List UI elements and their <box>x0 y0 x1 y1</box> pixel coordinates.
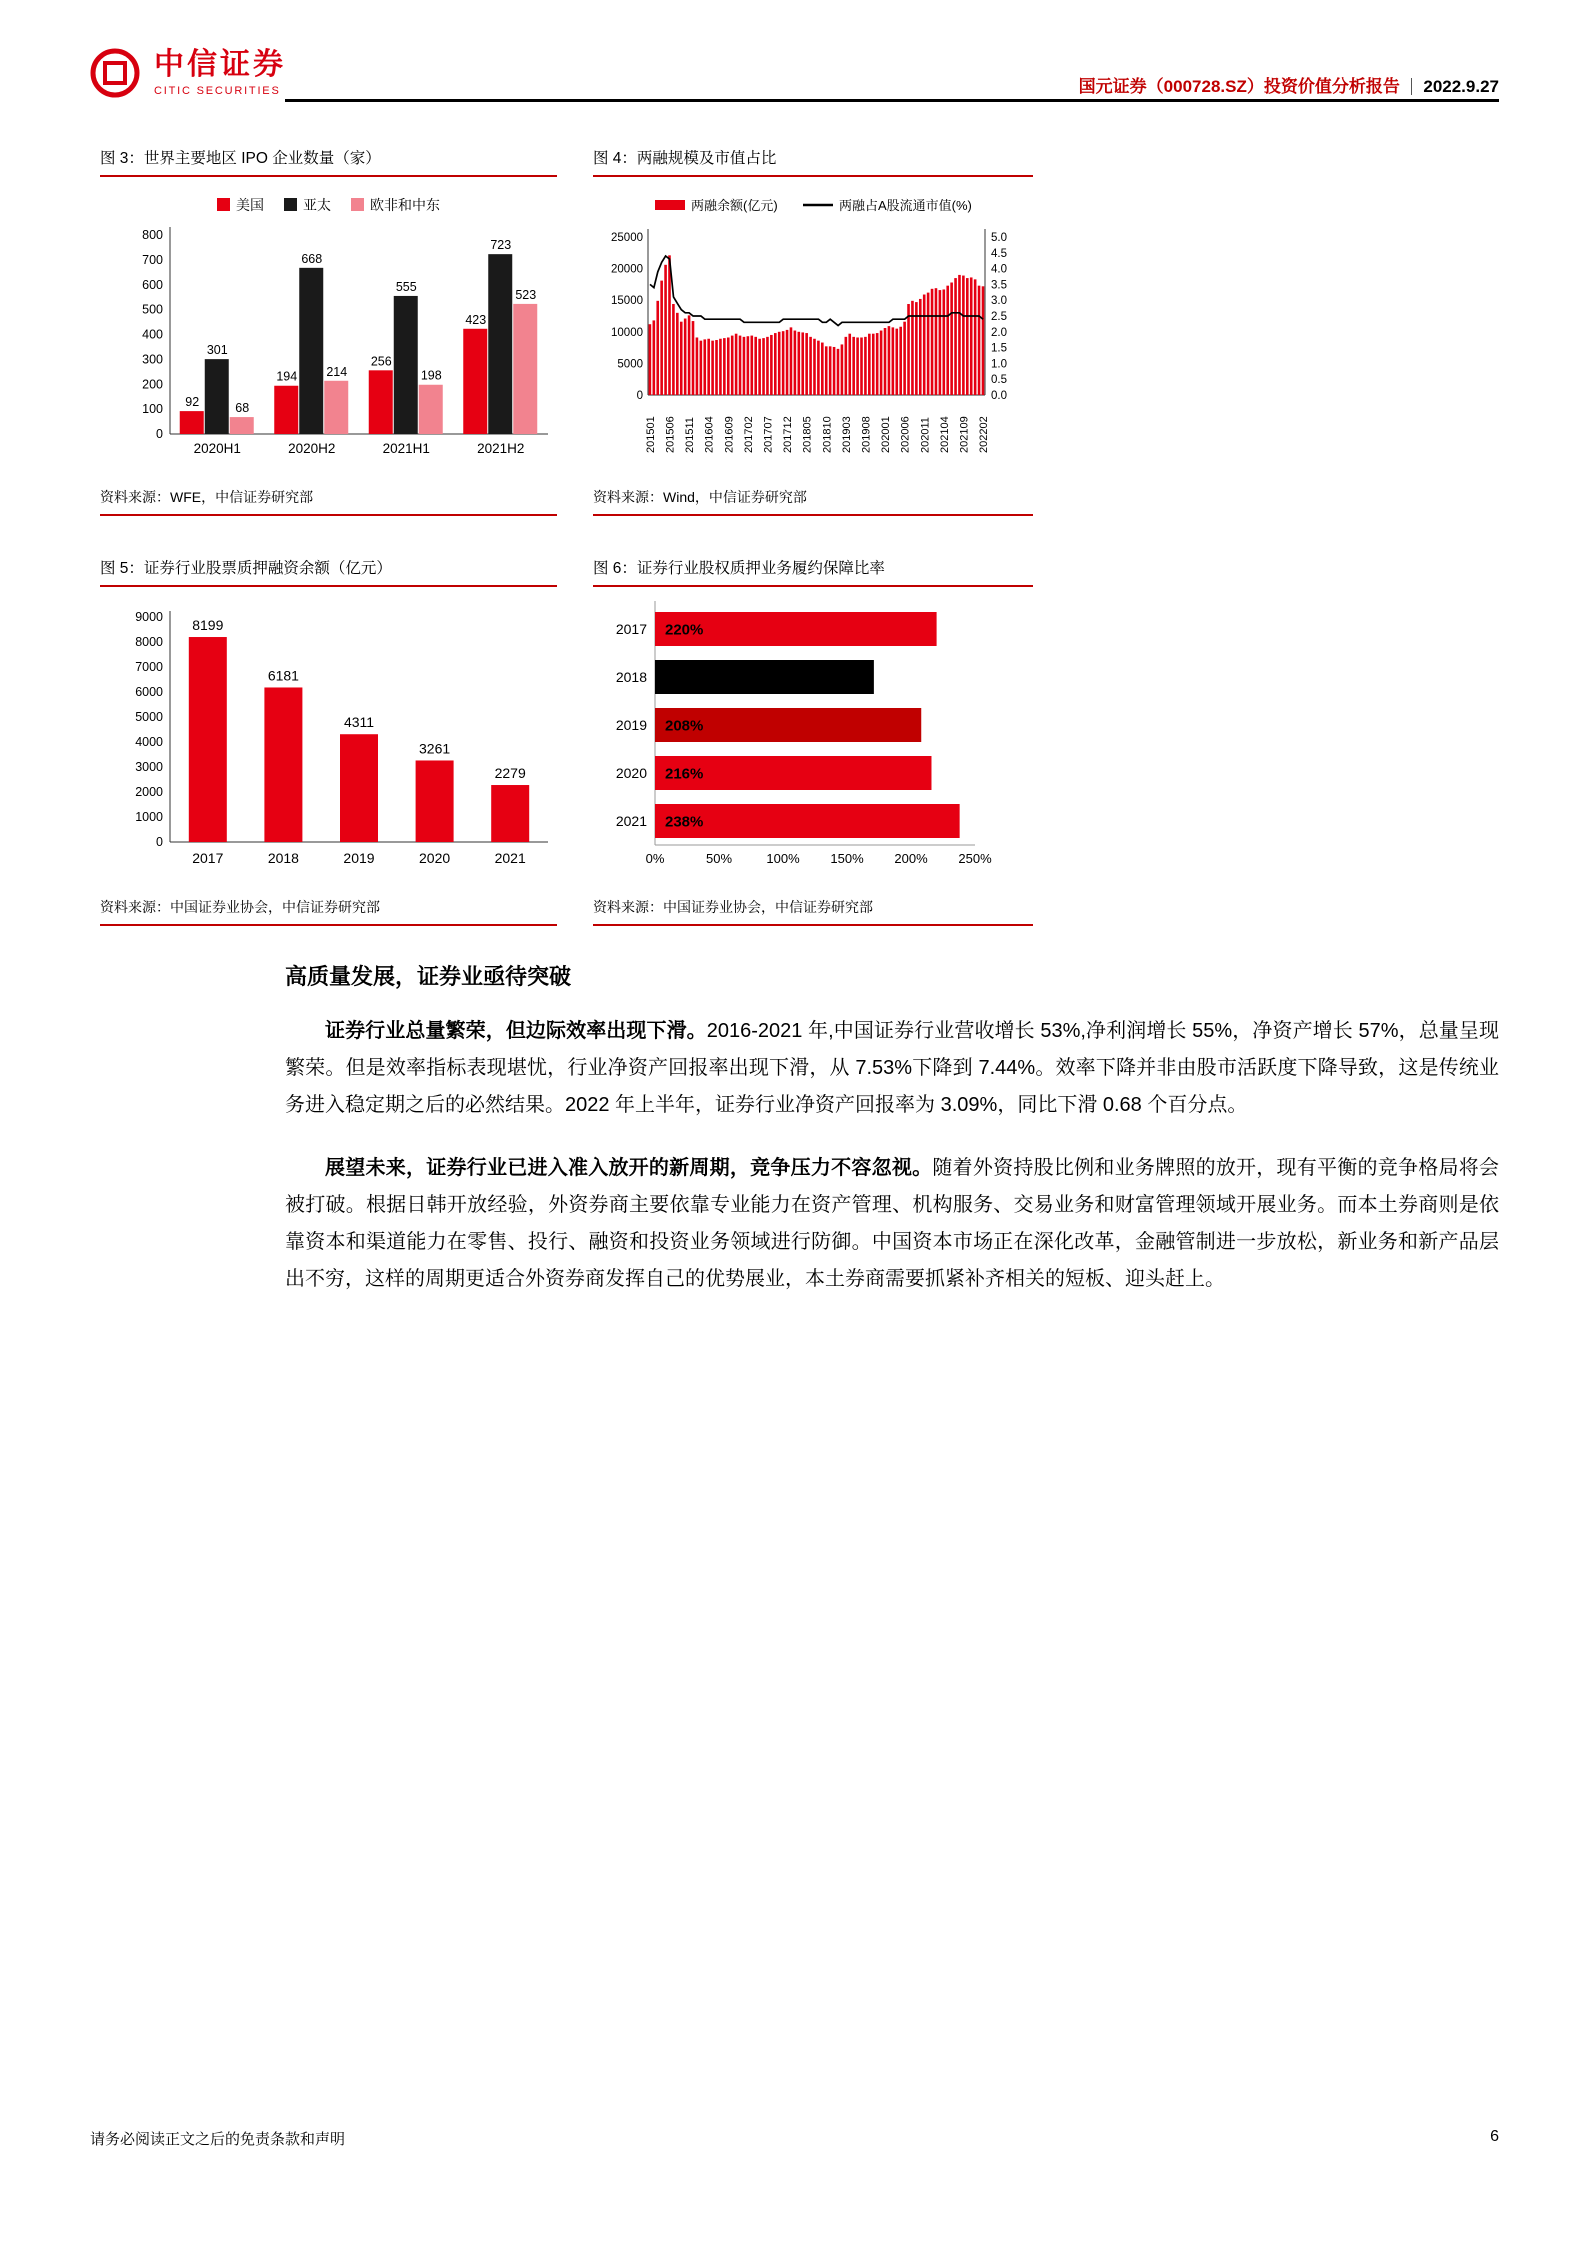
citic-logo-icon <box>88 46 142 100</box>
y-tick-label: 600 <box>142 277 163 292</box>
figure-3-source: 资料来源：WFE，中信证券研究部 <box>100 479 557 516</box>
bar <box>911 301 914 395</box>
bar <box>895 329 898 395</box>
x-category-label: 2018 <box>267 850 299 866</box>
y-tick-label: 6000 <box>135 685 163 699</box>
bar <box>966 278 969 395</box>
bar <box>700 341 703 395</box>
bar <box>324 381 348 434</box>
legend-label: 亚太 <box>303 197 331 213</box>
bar <box>860 337 863 395</box>
figure-5-chart <box>100 589 557 889</box>
bar <box>919 299 922 395</box>
x-tick-label: 202006 <box>899 416 912 453</box>
y-tick-label: 8000 <box>135 635 163 649</box>
figure-5 <box>100 556 557 926</box>
bar <box>676 313 679 395</box>
bar-value-label: 723 <box>490 238 512 253</box>
bar-value-label: 4311 <box>343 714 375 731</box>
bar <box>264 687 302 842</box>
y-category-label: 2019 <box>615 717 647 733</box>
bar <box>189 637 227 842</box>
bar <box>299 268 323 434</box>
bar <box>419 385 443 434</box>
x-tick-label: 201501 <box>644 416 657 453</box>
x-tick-label: 100% <box>766 851 800 866</box>
bar <box>692 321 695 395</box>
figure-3 <box>100 146 557 516</box>
figure-3-chart <box>100 179 557 479</box>
bar <box>488 254 512 434</box>
bar-value-label: 198 <box>420 368 442 383</box>
brand-name-cn: 中信证券 <box>154 48 286 82</box>
bar <box>766 337 769 395</box>
bar-value-label: 194 <box>276 369 298 384</box>
bar <box>848 334 851 395</box>
bar <box>711 341 714 395</box>
x-tick-label: 0% <box>645 851 665 866</box>
bar <box>463 329 487 434</box>
figure-6-title: 图 6：证券行业股权质押业务履约保障比率 <box>593 556 1033 587</box>
bar <box>649 324 652 395</box>
left-tick-label: 0 <box>636 390 643 402</box>
bar <box>656 301 659 395</box>
left-tick-label: 5000 <box>617 358 643 371</box>
x-category-label: 2017 <box>192 850 224 866</box>
bar <box>369 370 393 434</box>
bar <box>719 339 722 395</box>
x-tick-label: 250% <box>958 851 992 866</box>
bar <box>884 328 887 395</box>
y-tick-label: 500 <box>142 302 163 317</box>
x-tick-label: 201707 <box>762 416 775 453</box>
right-tick-label: 3.0 <box>991 295 1007 308</box>
bar <box>837 349 840 395</box>
bar <box>872 334 875 395</box>
bar <box>841 344 844 395</box>
bar <box>688 315 691 395</box>
bar <box>950 283 953 395</box>
right-tick-label: 1.5 <box>991 342 1007 355</box>
x-tick-label: 201903 <box>840 416 853 453</box>
bar <box>205 359 229 434</box>
x-tick-label: 201511 <box>684 417 697 453</box>
y-tick-label: 700 <box>142 252 163 267</box>
x-tick-label: 200% <box>894 851 928 866</box>
bar <box>672 304 675 395</box>
header-divider <box>1411 78 1413 95</box>
bar <box>723 338 726 395</box>
legend-swatch <box>217 198 230 211</box>
bar-value-label: 68 <box>235 401 250 416</box>
right-tick-label: 0.0 <box>991 390 1007 402</box>
bar <box>770 335 773 395</box>
bar-value-label: 668 <box>301 251 323 266</box>
bar <box>790 327 793 395</box>
paragraph-1-lead: 证券行业总量繁荣，但边际效率出现下滑。 <box>325 1020 707 1042</box>
bar <box>707 339 710 395</box>
bar-value-label: 523 <box>515 287 537 302</box>
right-tick-label: 5.0 <box>991 232 1007 244</box>
x-tick-label: 202001 <box>880 416 893 453</box>
bar <box>931 289 934 395</box>
x-tick-label: 201604 <box>703 416 716 453</box>
right-tick-label: 3.5 <box>991 279 1007 292</box>
x-category-label: 2021 <box>494 850 526 866</box>
x-tick-label: 202011 <box>919 417 932 453</box>
report-title: 国元证券（000728.SZ）投资价值分析报告 <box>1078 77 1400 96</box>
bar-value-label: 423 <box>465 312 487 327</box>
x-tick-label: 201609 <box>723 416 736 453</box>
bar <box>513 304 537 434</box>
paragraph-1 <box>285 1013 1499 1124</box>
bar <box>852 337 855 395</box>
bar <box>829 346 832 395</box>
bar <box>653 320 656 395</box>
paragraph-2-lead: 展望未来，证券行业已进入准入放开的新周期，竞争压力不容忽视。 <box>325 1157 933 1179</box>
figure-6 <box>593 556 1033 926</box>
bar-value-label: 555 <box>395 279 417 294</box>
bar <box>942 289 945 395</box>
report-date: 2022.9.27 <box>1423 77 1499 96</box>
bar <box>774 333 777 395</box>
legend-swatch <box>655 200 685 210</box>
x-category-label: 2019 <box>343 850 375 866</box>
bar <box>958 275 961 395</box>
left-tick-label: 15000 <box>611 295 643 308</box>
figure-5-source: 资料来源：中国证券业协会，中信证券研究部 <box>100 889 557 926</box>
bar <box>809 337 812 395</box>
section-heading: 高质量发展，证券业亟待突破 <box>285 964 572 989</box>
right-tick-label: 2.5 <box>991 311 1007 323</box>
legend-swatch <box>351 198 364 211</box>
bar <box>739 336 742 395</box>
bar <box>715 340 718 395</box>
x-tick-label: 201805 <box>801 416 814 453</box>
figure-6-chart <box>593 589 1033 889</box>
y-tick-label: 200 <box>142 377 163 392</box>
y-tick-label: 9000 <box>135 610 163 624</box>
bar <box>923 295 926 395</box>
bar <box>864 337 867 395</box>
bar <box>743 337 746 395</box>
x-category-label: 2020H1 <box>193 441 241 456</box>
bar <box>876 333 879 395</box>
right-tick-label: 4.5 <box>991 247 1007 260</box>
x-category-label: 2020 <box>419 850 451 866</box>
bar <box>735 334 738 395</box>
bar <box>939 290 942 395</box>
bar-value-label: 2279 <box>494 765 526 782</box>
right-tick-label: 2.0 <box>991 326 1007 339</box>
figure-6-source: 资料来源：中国证券业协会，中信证券研究部 <box>593 889 1033 926</box>
bar <box>758 339 761 395</box>
bar-value-label: 92 <box>185 395 200 410</box>
y-tick-label: 0 <box>156 427 163 441</box>
bar-value-label: 238% <box>665 813 704 831</box>
x-tick-label: 201506 <box>664 416 677 453</box>
bar <box>817 341 820 395</box>
bar <box>684 319 687 395</box>
bar <box>982 286 985 395</box>
bar <box>880 331 883 395</box>
bar <box>833 347 836 395</box>
y-tick-label: 800 <box>142 228 163 242</box>
bar <box>680 322 683 395</box>
header-rule <box>285 99 1499 102</box>
bar <box>935 288 938 395</box>
bar <box>974 279 977 395</box>
y-tick-label: 2000 <box>135 785 163 799</box>
x-tick-label: 201908 <box>860 416 873 453</box>
y-tick-label: 4000 <box>135 735 163 749</box>
bar <box>899 327 902 395</box>
bar <box>180 411 204 434</box>
bar <box>845 337 848 395</box>
bar <box>664 265 667 395</box>
y-tick-label: 3000 <box>135 760 163 774</box>
header-brand <box>88 46 286 100</box>
legend-label: 欧非和中东 <box>370 197 440 213</box>
bar-value-label: 6181 <box>267 667 299 684</box>
bar <box>754 337 757 395</box>
bar-value-label: 8199 <box>192 617 224 634</box>
bar-value-label: 208% <box>665 717 704 735</box>
bar <box>703 339 706 395</box>
bar <box>825 346 828 395</box>
right-tick-label: 0.5 <box>991 374 1007 387</box>
paragraph-1-body: 2016-2021 年,中国证券行业营收增长 53%,净利润增长 55%，净资产增长 57%，总量呈现繁荣。但是效率指标表现堪忧，行业净资产回报率出现下滑，从 7.53%下降到 7.44%。效率下降并非由股市活跃度下降导致，这是传统业务进入稳定期之后的必然结果。2022 年上半年，证券行业净资产回报率为 3.09%，同比下滑 0.68 个百分点。 <box>285 1020 1499 1116</box>
y-category-label: 2017 <box>615 621 647 637</box>
bar <box>727 337 730 395</box>
bar <box>821 343 824 395</box>
y-tick-label: 7000 <box>135 660 163 674</box>
figure-4-chart <box>593 179 1033 479</box>
bar <box>970 277 973 395</box>
y-tick-label: 400 <box>142 327 163 342</box>
paragraph-2 <box>285 1150 1499 1298</box>
bar-value-label: 216% <box>665 765 704 783</box>
right-tick-label: 1.0 <box>991 358 1007 371</box>
figure-4-title: 图 4：两融规模及市值占比 <box>593 146 1033 177</box>
bar <box>762 338 765 395</box>
footer-page-number: 6 <box>1490 2128 1499 2145</box>
paragraph-2-body: 随着外资持股比例和业务牌照的放开，现有平衡的竞争格局将会被打破。根据日韩开放经验，外资券商主要依靠专业能力在资产管理、机构服务、交易业务和财富管理领域开展业务。而本土券商则是依靠资本和渠道能力在零售、投行、融资和投资业务领域进行防御。中国资本市场正在深化改革，金融管制进一步放松，新业务和新产品层出不穷，这样的周期更适合外资券商发挥自己的优势展业，本土券商需要抓紧补齐相关的短板、迎头赶上。 <box>285 1157 1500 1290</box>
bar <box>340 734 378 842</box>
y-category-label: 2021 <box>615 813 647 829</box>
left-tick-label: 10000 <box>611 326 643 339</box>
bar <box>813 339 816 395</box>
figure-4 <box>593 146 1033 516</box>
bar <box>747 336 750 395</box>
y-tick-label: 100 <box>142 402 163 417</box>
bar-value-label: 220% <box>665 621 704 639</box>
bar <box>782 331 785 395</box>
bar <box>786 330 789 395</box>
footer-disclaimer: 请务必阅读正文之后的免责条款和声明 <box>90 2131 346 2148</box>
brand-name-en: CITIC SECURITIES <box>154 84 281 97</box>
bar-value-label: 171% <box>665 669 704 687</box>
x-tick-label: 150% <box>830 851 864 866</box>
bar <box>856 337 859 395</box>
legend-label: 两融余额(亿元) <box>691 198 778 213</box>
y-category-label: 2020 <box>615 765 647 781</box>
x-tick-label: 201702 <box>742 416 755 453</box>
bar <box>696 337 699 395</box>
right-tick-label: 4.0 <box>991 263 1007 276</box>
x-tick-label: 201712 <box>782 416 795 453</box>
brand-text <box>154 49 286 97</box>
x-tick-label: 201810 <box>821 416 834 453</box>
x-tick-label: 50% <box>705 851 733 866</box>
y-tick-label: 0 <box>156 835 163 849</box>
bar <box>778 332 781 395</box>
y-category-label: 2018 <box>615 669 647 685</box>
figure-5-title: 图 5：证券行业股票质押融资余额（亿元） <box>100 556 557 587</box>
bar <box>731 336 734 395</box>
y-tick-label: 1000 <box>135 810 163 824</box>
bar <box>805 333 808 395</box>
bar <box>946 286 949 395</box>
bar <box>668 255 671 395</box>
x-category-label: 2020H2 <box>288 441 336 456</box>
bar <box>798 332 801 395</box>
bar <box>868 334 871 395</box>
bar <box>491 785 529 842</box>
bar <box>230 417 254 434</box>
figure-4-source: 资料来源：Wind，中信证券研究部 <box>593 479 1033 516</box>
bar <box>888 326 891 395</box>
left-tick-label: 20000 <box>611 263 643 276</box>
legend-label: 美国 <box>236 197 264 213</box>
bar <box>927 293 930 395</box>
y-tick-label: 300 <box>142 352 163 367</box>
x-tick-label: 202104 <box>938 416 951 453</box>
bar <box>794 331 797 395</box>
y-tick-label: 5000 <box>135 710 163 724</box>
body-text <box>285 960 1499 1324</box>
bar <box>903 322 906 395</box>
bar <box>978 286 981 395</box>
x-category-label: 2021H2 <box>477 441 525 456</box>
bar <box>394 296 418 434</box>
bar-value-label: 256 <box>370 354 392 369</box>
bar <box>892 327 895 395</box>
bar <box>962 276 965 395</box>
bar <box>954 278 957 395</box>
bar-value-label: 214 <box>326 364 348 379</box>
legend-swatch <box>284 198 297 211</box>
figure-3-title: 图 3：世界主要地区 IPO 企业数量（家） <box>100 146 557 177</box>
x-category-label: 2021H1 <box>382 441 430 456</box>
left-tick-label: 25000 <box>611 232 643 244</box>
legend-label: 两融占A股流通市值(%) <box>839 198 972 213</box>
bar <box>750 336 753 395</box>
bar <box>416 760 454 842</box>
x-tick-label: 202109 <box>958 416 971 453</box>
x-tick-label: 202202 <box>978 416 991 453</box>
bar <box>274 386 298 434</box>
bar-value-label: 301 <box>206 343 228 358</box>
report-header-title <box>1079 72 1499 97</box>
bar <box>660 281 663 395</box>
bar-value-label: 3261 <box>419 740 451 757</box>
bar <box>801 332 804 395</box>
